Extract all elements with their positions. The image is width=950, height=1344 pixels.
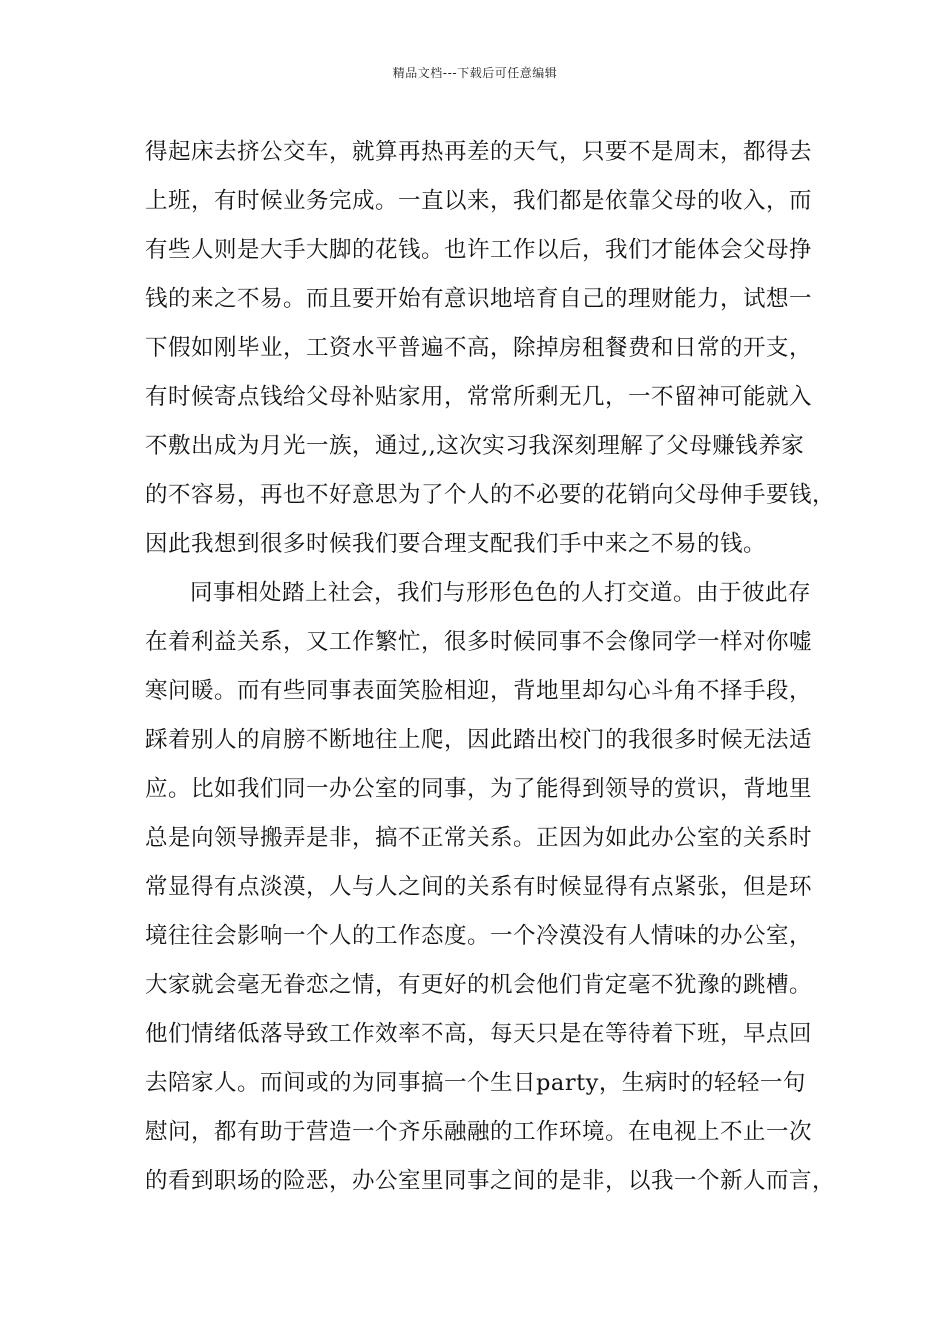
document-body (145, 128, 835, 1206)
text-line: 在着利益关系，又工作繁忙，很多时候同事不会像同学一样对你嘘 (145, 629, 813, 655)
text-line: 踩着别人的肩膀不断地往上爬，因此踏出校门的我很多时候无法适 (145, 727, 813, 753)
text-line: 慰问，都有助于营造一个齐乐融融的工作环境。在电视上不止一次 (145, 1119, 813, 1145)
text-line: 去陪家人。而间或的为同事搞一个生日party，生病时的轻轻一句 (145, 1070, 806, 1096)
paragraph-finance (145, 128, 835, 569)
text-line: 上班，有时候业务完成。一直以来，我们都是依靠父母的收入，而 (145, 188, 813, 214)
paragraph-colleagues (145, 569, 835, 1206)
text-line: 有时候寄点钱给父母补贴家用，常常所剩无几，一不留神可能就入 (145, 384, 813, 410)
text-line-first: 同事相处踏上社会，我们与形形色色的人打交道。由于彼此存 (190, 580, 812, 606)
text-line: 有些人则是大手大脚的花钱。也许工作以后，我们才能体会父母挣 (145, 237, 813, 263)
page-header: 精品文档---下载后可任意编辑 (392, 66, 558, 80)
text-line: 寒问暖。而有些同事表面笑脸相迎，背地里却勾心斗角不择手段， (145, 678, 813, 704)
text-line: 下假如刚毕业，工资水平普遍不高，除掉房租餐费和日常的开支， (145, 335, 813, 361)
text-line: 因此我想到很多时候我们要合理支配我们手中来之不易的钱。 (145, 531, 767, 557)
text-line: 大家就会毫无眷恋之情，有更好的机会他们肯定毫不犹豫的跳槽。 (145, 972, 813, 998)
text-line: 钱的来之不易。而且要开始有意识地培育自己的理财能力，试想一 (145, 286, 813, 312)
text-line: 不敷出成为月光一族，通过,,这次实习我深刻理解了父母赚钱养家 (145, 433, 805, 459)
text-line: 境往往会影响一个人的工作态度。一个冷漠没有人情味的办公室， (145, 923, 813, 949)
text-line: 的不容易，再也不好意思为了个人的不必要的花销向父母伸手要钱， (145, 482, 836, 508)
text-line: 常显得有点淡漠，人与人之间的关系有时候显得有点紧张，但是环 (145, 874, 813, 900)
text-line: 的看到职场的险恶，办公室里同事之间的是非，以我一个新人而言， (145, 1168, 836, 1194)
text-line: 他们情绪低落导致工作效率不高，每天只是在等待着下班，早点回 (145, 1021, 813, 1047)
text-line: 应。比如我们同一办公室的同事，为了能得到领导的赏识，背地里 (145, 776, 813, 802)
text-line: 总是向领导搬弄是非，搞不正常关系。正因为如此办公室的关系时 (145, 825, 813, 851)
text-line: 得起床去挤公交车，就算再热再差的天气，只要不是周末，都得去 (145, 139, 813, 165)
